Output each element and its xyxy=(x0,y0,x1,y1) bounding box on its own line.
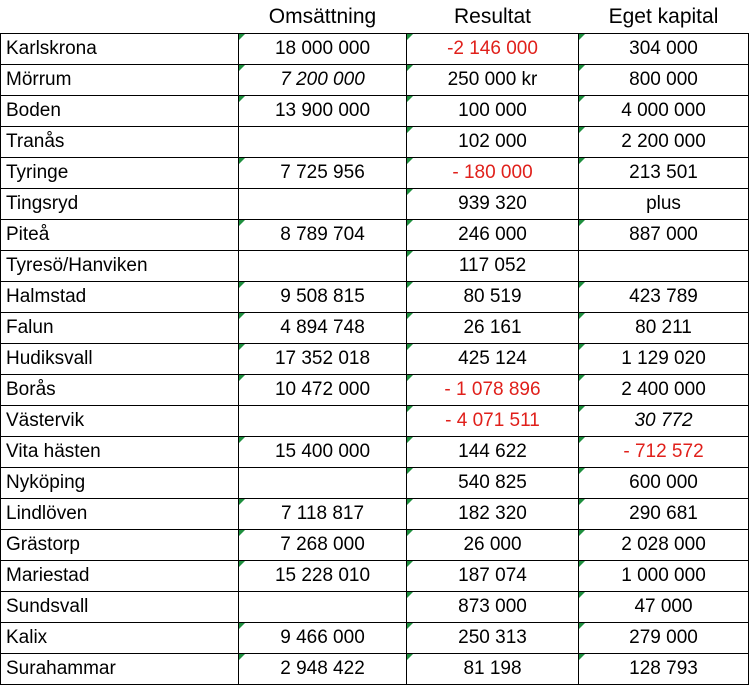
club-name-cell[interactable]: Halmstad xyxy=(1,282,239,313)
result-cell[interactable]: -2 146 000 xyxy=(407,34,579,65)
equity-cell[interactable]: 2 400 000 xyxy=(579,375,749,406)
equity-cell[interactable]: 887 000 xyxy=(579,220,749,251)
equity-cell[interactable]: 2 028 000 xyxy=(579,530,749,561)
equity-cell[interactable]: 1 000 000 xyxy=(579,561,749,592)
club-name-cell[interactable]: Tyresö/Hanviken xyxy=(1,251,239,282)
club-name-cell[interactable]: Vita hästen xyxy=(1,437,239,468)
equity-cell[interactable]: 2 200 000 xyxy=(579,127,749,158)
result-cell[interactable]: 26 161 xyxy=(407,313,579,344)
revenue-cell[interactable]: 18 000 000 xyxy=(239,34,407,65)
revenue-cell[interactable] xyxy=(239,127,407,158)
club-name-cell[interactable]: Grästorp xyxy=(1,530,239,561)
result-cell[interactable]: 250 000 kr xyxy=(407,65,579,96)
club-name-cell[interactable]: Boden xyxy=(1,96,239,127)
header-result: Resultat xyxy=(453,4,532,28)
result-cell[interactable]: 80 519 xyxy=(407,282,579,313)
revenue-cell[interactable] xyxy=(239,189,407,220)
equity-cell[interactable]: plus xyxy=(579,189,749,220)
table-row xyxy=(1,375,749,406)
result-cell[interactable]: - 180 000 xyxy=(407,158,579,189)
club-name-cell[interactable]: Västervik xyxy=(1,406,239,437)
table-row xyxy=(1,623,749,654)
equity-cell[interactable]: 423 789 xyxy=(579,282,749,313)
revenue-cell[interactable] xyxy=(239,251,407,282)
revenue-cell[interactable] xyxy=(239,592,407,623)
result-cell[interactable]: 425 124 xyxy=(407,344,579,375)
revenue-cell[interactable]: 7 268 000 xyxy=(239,530,407,561)
equity-cell[interactable]: 30 772 xyxy=(579,406,749,437)
result-cell[interactable]: 81 198 xyxy=(407,654,579,685)
club-name-cell[interactable]: Tranås xyxy=(1,127,239,158)
club-name-cell[interactable]: Surahammar xyxy=(1,654,239,685)
table-row xyxy=(1,468,749,499)
result-cell[interactable]: 100 000 xyxy=(407,96,579,127)
club-name-cell[interactable]: Hudiksvall xyxy=(1,344,239,375)
club-name-cell[interactable]: Borås xyxy=(1,375,239,406)
result-cell[interactable]: 939 320 xyxy=(407,189,579,220)
result-cell[interactable]: 250 313 xyxy=(407,623,579,654)
header-equity: Eget kapital xyxy=(608,4,719,28)
revenue-cell[interactable]: 8 789 704 xyxy=(239,220,407,251)
result-cell[interactable]: 246 000 xyxy=(407,220,579,251)
result-cell[interactable]: 873 000 xyxy=(407,592,579,623)
table-row xyxy=(1,282,749,313)
result-cell[interactable]: 540 825 xyxy=(407,468,579,499)
revenue-cell[interactable]: 7 200 000 xyxy=(239,65,407,96)
result-cell[interactable]: 26 000 xyxy=(407,530,579,561)
table-row xyxy=(1,65,749,96)
header-blank-cell xyxy=(1,0,239,34)
revenue-cell[interactable] xyxy=(239,468,407,499)
table-row xyxy=(1,251,749,282)
revenue-cell[interactable]: 17 352 018 xyxy=(239,344,407,375)
equity-cell[interactable]: 47 000 xyxy=(579,592,749,623)
table-row xyxy=(1,189,749,220)
revenue-cell[interactable]: 15 228 010 xyxy=(239,561,407,592)
table-row xyxy=(1,406,749,437)
revenue-cell[interactable]: 9 466 000 xyxy=(239,623,407,654)
table-row xyxy=(1,34,749,65)
club-name-cell[interactable]: Karlskrona xyxy=(1,34,239,65)
table-row xyxy=(1,561,749,592)
equity-cell[interactable]: 279 000 xyxy=(579,623,749,654)
equity-cell[interactable]: 1 129 020 xyxy=(579,344,749,375)
result-cell[interactable]: 144 622 xyxy=(407,437,579,468)
equity-cell[interactable]: 800 000 xyxy=(579,65,749,96)
table-row xyxy=(1,158,749,189)
club-name-cell[interactable]: Mariestad xyxy=(1,561,239,592)
equity-cell[interactable]: 213 501 xyxy=(579,158,749,189)
result-cell[interactable]: - 4 071 511 xyxy=(407,406,579,437)
equity-cell[interactable]: 80 211 xyxy=(579,313,749,344)
result-cell[interactable]: 182 320 xyxy=(407,499,579,530)
revenue-cell[interactable]: 10 472 000 xyxy=(239,375,407,406)
result-cell[interactable]: 117 052 xyxy=(407,251,579,282)
revenue-cell[interactable] xyxy=(239,406,407,437)
equity-cell[interactable]: 4 000 000 xyxy=(579,96,749,127)
equity-cell[interactable]: - 712 572 xyxy=(579,437,749,468)
club-name-cell[interactable]: Falun xyxy=(1,313,239,344)
revenue-cell[interactable]: 4 894 748 xyxy=(239,313,407,344)
club-name-cell[interactable]: Piteå xyxy=(1,220,239,251)
header-row xyxy=(1,0,749,34)
table-row xyxy=(1,96,749,127)
revenue-cell[interactable]: 2 948 422 xyxy=(239,654,407,685)
table-row xyxy=(1,654,749,685)
equity-cell[interactable]: 128 793 xyxy=(579,654,749,685)
club-name-cell[interactable]: Lindlöven xyxy=(1,499,239,530)
club-name-cell[interactable]: Mörrum xyxy=(1,65,239,96)
table-row xyxy=(1,592,749,623)
revenue-cell[interactable]: 15 400 000 xyxy=(239,437,407,468)
club-name-cell[interactable]: Tingsryd xyxy=(1,189,239,220)
table-row xyxy=(1,530,749,561)
revenue-cell[interactable]: 7 725 956 xyxy=(239,158,407,189)
result-cell[interactable]: 187 074 xyxy=(407,561,579,592)
revenue-cell[interactable]: 13 900 000 xyxy=(239,96,407,127)
result-cell[interactable]: 102 000 xyxy=(407,127,579,158)
equity-cell[interactable] xyxy=(579,251,749,282)
table-row xyxy=(1,220,749,251)
revenue-cell[interactable]: 9 508 815 xyxy=(239,282,407,313)
header-revenue: Omsättning xyxy=(268,4,377,28)
club-name-cell[interactable]: Sundsvall xyxy=(1,592,239,623)
club-name-cell[interactable]: Nyköping xyxy=(1,468,239,499)
equity-cell[interactable]: 290 681 xyxy=(579,499,749,530)
table-row xyxy=(1,437,749,468)
table-row xyxy=(1,499,749,530)
equity-cell[interactable]: 600 000 xyxy=(579,468,749,499)
club-name-cell[interactable]: Tyringe xyxy=(1,158,239,189)
table-row xyxy=(1,313,749,344)
revenue-cell[interactable]: 7 118 817 xyxy=(239,499,407,530)
equity-cell[interactable]: 304 000 xyxy=(579,34,749,65)
table-row xyxy=(1,344,749,375)
club-name-cell[interactable]: Kalix xyxy=(1,623,239,654)
result-cell[interactable]: - 1 078 896 xyxy=(407,375,579,406)
table-row xyxy=(1,127,749,158)
